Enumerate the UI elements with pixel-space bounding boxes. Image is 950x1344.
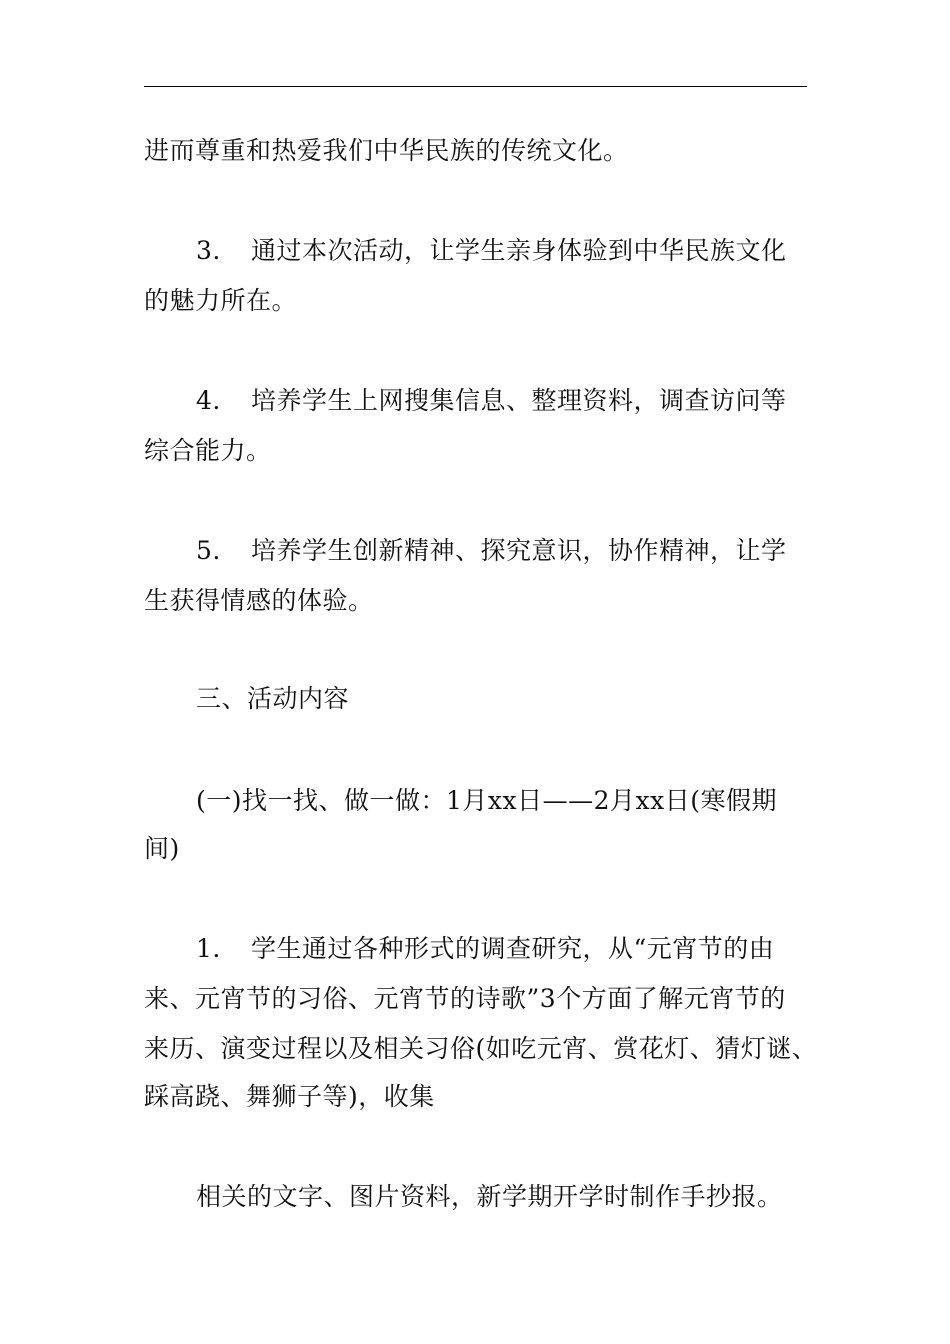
paragraph-line: 来历、演变过程以及相关习俗(如吃元宵、赏花灯、猜灯谜、 <box>144 1034 818 1063</box>
paragraph-line: 相关的文字、图片资料，新学期开学时制作手抄报。 <box>196 1182 783 1211</box>
list-item-3 <box>196 236 787 266</box>
paragraph-line: 培养学生创新精神、探究意识，协作精神，让学 <box>251 536 787 565</box>
paragraph-line: 学生通过各种形式的调查研究，从“元宵节的由 <box>251 934 775 963</box>
paragraph-line: 踩高跷、舞狮子等)，收集 <box>144 1082 435 1111</box>
section-heading: 三、活动内容 <box>196 684 350 713</box>
header-rule <box>144 86 807 87</box>
paragraph-line: 综合能力。 <box>144 436 272 465</box>
paragraph-line: 通过本次活动，让学生亲身体验到中华民族文化 <box>251 236 787 265</box>
sub-heading: (一)找一找、做一做：1月xx日——2月xx日(寒假期 <box>196 786 777 815</box>
list-number: 4. <box>196 386 221 415</box>
paragraph-line: 进而尊重和热爱我们中华民族的传统文化。 <box>144 136 629 165</box>
list-number: 1. <box>196 934 221 963</box>
paragraph-line: 来、元宵节的习俗、元宵节的诗歌”3个方面了解元宵节的 <box>144 984 786 1013</box>
paragraph-line: 生获得情感的体验。 <box>144 586 374 615</box>
paragraph-line: 培养学生上网搜集信息、整理资料，调查访问等 <box>251 386 787 415</box>
paragraph-line: 的魅力所在。 <box>144 286 298 315</box>
list-item-1 <box>196 934 774 964</box>
list-number: 3. <box>196 236 221 265</box>
list-item-5 <box>196 536 787 566</box>
list-item-4 <box>196 386 787 416</box>
list-number: 5. <box>196 536 221 565</box>
paragraph-line: 间) <box>144 834 180 863</box>
